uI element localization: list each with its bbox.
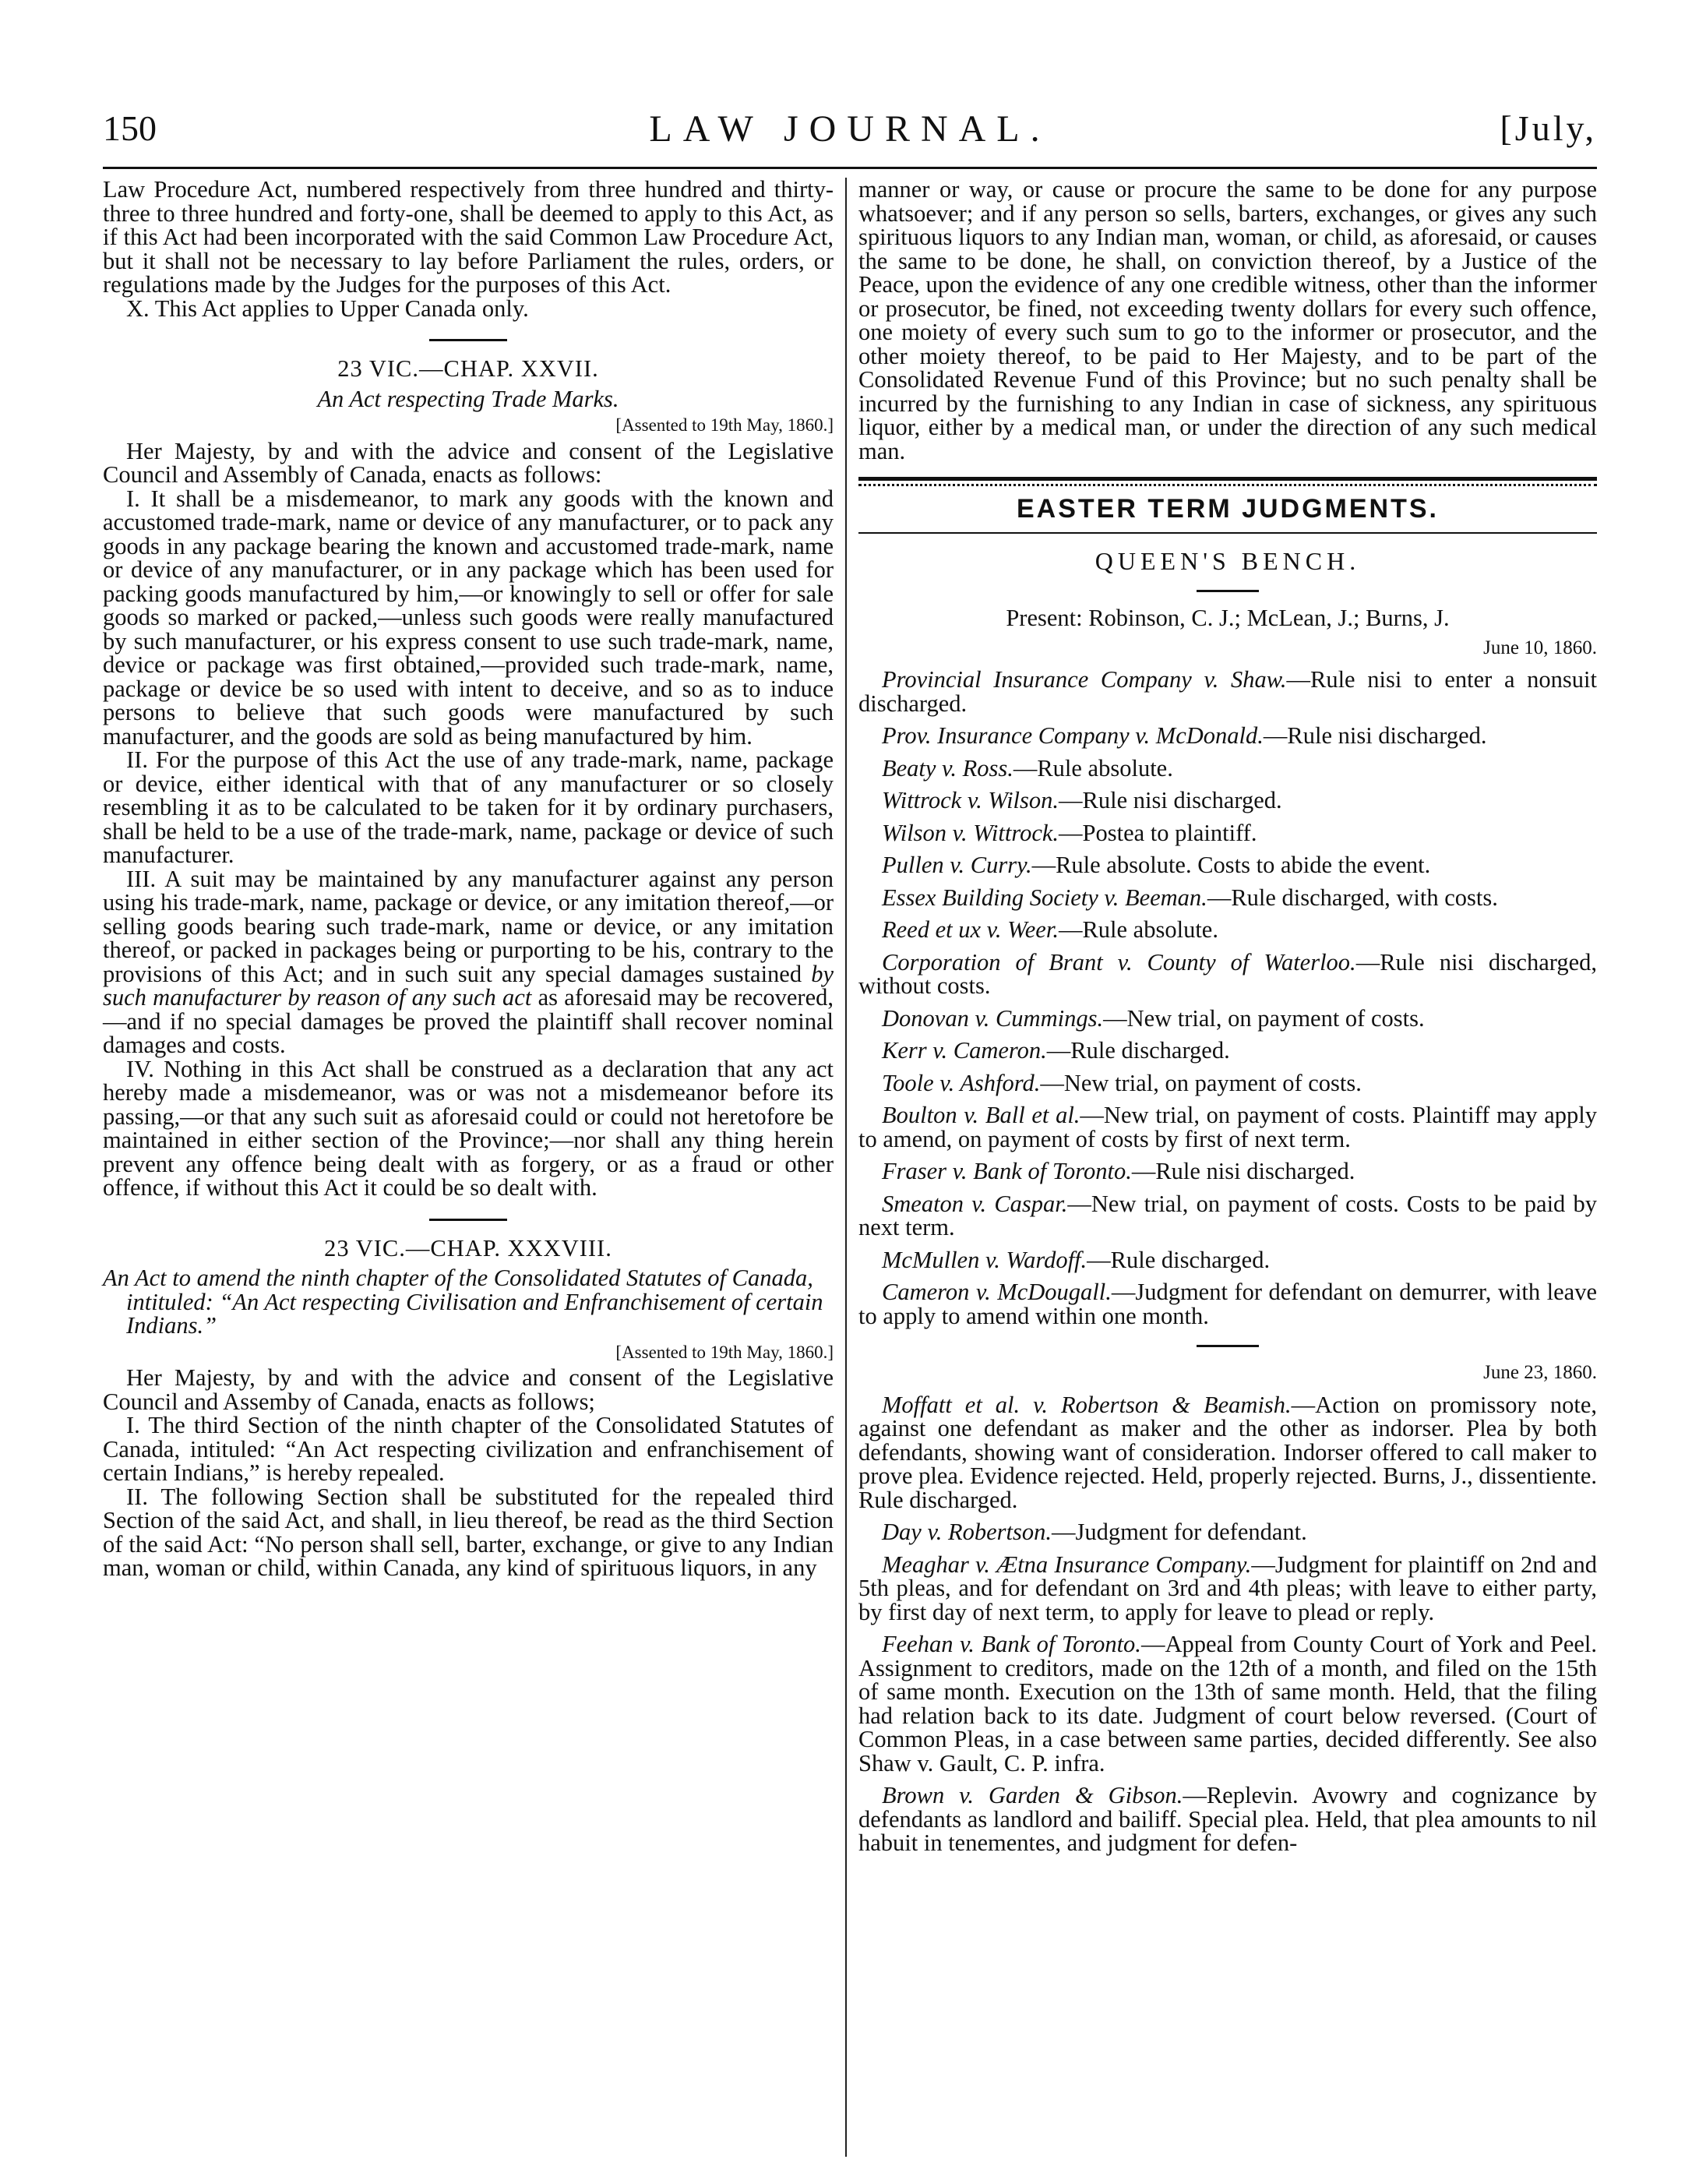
section-2-trade-marks: II. For the purpose of this Act the use of any trade-mark, name, package or device, either identical with that of any manufacturer or so closely resembling it as to be calculated to be taken for it by ordinary purchasers, shall be held to be a use of the trade-mark, name, package or device of such manufacturer. [103,746,834,868]
section-2-indians: II. The following Section shall be substituted for the repealed third Section of the said Act, and shall, in lieu thereof, be read as the third Section of the said Act: “No person shall sell, barter, exchange, or give to any Indian man, woman or child, within Canada, any kind of spirituous liquors, in any [103,1483,834,1581]
section-title: EASTER TERM JUDGMENTS. [1016,494,1440,524]
case-ruling: —Rule nisi discharged. [1131,1158,1355,1184]
judgment-entry [858,1280,1597,1328]
left-column [103,178,834,1580]
judgment-entry [858,1553,1597,1625]
case-ruling: —Rule discharged, with costs. [1207,884,1498,911]
case-ruling: —Judgment for plaintiff on 2nd and 5th pleas, and for defendant on 3rd and 4th pleas; with leave to either party, by first day of next term, to apply for leave to plead or reply. [858,1551,1597,1625]
judgment-entry [858,948,1598,999]
case-ruling: —New trial, on payment of costs. [1103,1004,1425,1032]
case-ruling: —New trial, on payment of costs. Plaintiff may apply to amend, on payment of costs by first of next term. [858,1102,1597,1152]
judgment-entry [858,821,1597,845]
chapter-heading-38: 23 VIC.—CHAP. XXXVIII. [324,1234,612,1261]
separator-rule [429,339,507,341]
page-number: 150 [103,108,157,148]
case-ruling: —Replevin. Avowry and cognizance by defendants as landlord and bailiff. Special plea. Held, that plea amounts to nil habuit in tenementes, and judgment for defen- [858,1782,1597,1856]
judgment-entry [858,1784,1597,1855]
case-ruling: —Rule nisi discharged. [1059,787,1282,813]
case-name: Day v. Robertson. [882,1519,1052,1545]
case-name: Wilson v. Wittrock. [882,819,1059,846]
section-1-indians: I. The third Section of the ninth chapter of the Consolidated Statutes of Canada, intituled: “An Act respecting civilization and enfranchisement of certain Indians,” is hereby repealed. [103,1412,834,1486]
judgment-entry [858,754,1597,782]
case-ruling: —Rule nisi discharged. [1263,722,1487,749]
case-ruling: —New trial, on payment of costs. [1040,1069,1362,1096]
judgment-entry [858,1159,1597,1184]
right-column [858,178,1597,1864]
case-ruling: —Rule absolute. [1058,916,1218,943]
case-ruling: —Action on promissory note, against one defendant as maker and the other as indorser. Plea by both defendants, showing want of consideration. Indorser offered to call maker to prove plea. Evidence rejected. Held, properly rejected. Burns, J., dissentiente. Rule discharged. [858,1391,1597,1513]
case-ruling: —Rule absolute. [1013,754,1173,782]
dotted-rule [858,484,1597,486]
judgment-entry [858,1520,1597,1544]
judgment-entry [858,1004,1597,1032]
case-name: Prov. Insurance Company v. McDonald. [882,722,1264,749]
chapter-title-38: An Act to amend the ninth chapter of the Consolidated Statutes of Canada, intituled: “An Act respecting Civilisation and Enfranchisement of certain Indians.” [103,1265,823,1339]
enacting-clause-38: Her Majesty, by and with the advice and consent of the Legislative Council and Assemby of Canada, enacts as follows; [103,1364,834,1415]
case-name: Pullen v. Curry. [882,852,1032,878]
case-name: Provincial Insurance Company v. Shaw. [882,666,1287,693]
case-ruling: —New trial, on payment of costs. Costs to be paid by next term. [858,1190,1597,1240]
judgment-entry [858,1393,1597,1512]
section-1-trade-marks: I. It shall be a misdemeanor, to mark any goods with the known and accustomed trade-mark, name or device of any manufacturer, or to pack any goods in any package bearing the known and accustomed trade-mark, name or device of any manufacturer, or in any package which has been used for packing goods manufactured by him,—or knowingly to sell or offer for sale goods so marked or packed,—unless such goods were really manufactured by such manufacturer, or his express consent to use such trade-mark, name, device or package was first obtained,—provided such trade-mark, name, package or device be so used with intent to deceive, and so as to induce persons to believe that such goods were manufactured by such manufacturer, and the goods are sold as being manufactured by him. [103,485,834,750]
enacting-clause-27: Her Majesty, by and with the advice and consent of the Legislative Council and Assembly of Canada, enacts as follows: [103,437,834,488]
case-name: Moffatt et al. v. Robertson & Beamish. [882,1391,1292,1418]
page-header [103,108,1597,162]
judgment-entry [858,1192,1597,1240]
case-ruling: —Rule nisi discharged, without costs. [858,948,1598,999]
case-ruling: —Rule discharged. [1087,1246,1271,1273]
assent-note-27: [Assented to 19th May, 1860.] [615,415,834,435]
case-name: Toole v. Ashford. [882,1069,1041,1096]
judgment-entry [858,1103,1597,1151]
judgment-entry [858,1248,1597,1272]
judgment-list-1 [858,668,1597,1328]
judgment-entry [858,789,1597,813]
case-ruling: —Rule absolute. Costs to abide the event. [1031,852,1431,878]
chapter-heading-27: 23 VIC.—CHAP. XXVII. [337,355,599,382]
journal-title: LAW JOURNAL. [649,108,1051,150]
case-name: Donovan v. Cummings. [882,1004,1104,1032]
issue-month: [July, [1500,108,1597,148]
case-ruling: —Appeal from County Court of York and Peel. Assignment to creditors, made on the 12th of a month, and filed on the 15th of same month. Execution on the 13th of same month. Held, that the filing had relation back to its date. Judgment of court below reversed. (Court of Common Pleas, in a case between same parties, decided differently. See also Shaw v. Gault, C. P. infra. [858,1631,1597,1776]
case-name: Wittrock v. Wilson. [882,787,1059,813]
header-rule [103,167,1597,169]
case-ruling: —Postea to plaintiff. [1059,819,1257,846]
case-ruling: —Judgment for defendant. [1051,1519,1307,1545]
separator-rule [429,1219,507,1221]
case-name: Brown v. Garden & Gibson. [882,1782,1183,1808]
judgment-entry [858,1039,1597,1063]
judgment-entry [858,853,1597,877]
judgment-entry [858,668,1597,715]
case-name: Cameron v. McDougall. [882,1279,1112,1305]
judgment-list-2 [858,1393,1597,1855]
separator-rule [1197,590,1259,592]
continuation-paragraph: manner or way, or cause or procure the same to be done for any purpose whatsoever; and if any person so sells, barters, exchanges, or gives any such spirituous liquors to any Indian man, woman, or child, as aforesaid, or causes the same to be done, he shall, on conviction thereof, by a Justice of the Peace, upon the evidence of any one credible witness, other than the informer or prosecutor, be fined, not exceeding twenty dollars for every such offence, one moiety of every such sum to go to the informer or prosecutor, and the other moiety thereof, to be paid to Her Majesty, and to be part of the Consolidated Revenue Fund of this Province; but no such penalty shall be incurred by the furnishing to any Indian in case of sickness, any spirituous liquor, either by a medical man, or under the direction of any such medical man. [858,176,1597,464]
judges-present: Present: Robinson, C. J.; McLean, J.; Burns, J. [1006,605,1450,631]
judgment-entry [858,1071,1597,1096]
case-name: Kerr v. Cameron. [882,1037,1047,1064]
judgment-date-2: June 23, 1860. [1483,1362,1597,1383]
case-name: Smeaton v. Caspar. [882,1190,1068,1217]
judgment-entry [858,918,1597,942]
case-name: Beaty v. Ross. [882,754,1013,782]
separator-rule [1197,1345,1259,1347]
section-x: X. This Act applies to Upper Canada only. [126,295,529,322]
intro-paragraph: Law Procedure Act, numbered respectively from three hundred and thirty-three to three hundred and forty-one, shall be deemed to apply to this Act, as if this Act had been incorporated with the said Common Law Procedure Act, but it shall not be necessary to lay before Parliament the rules, orders, or regulations made by the Judges for the purposes of this Act. [103,176,834,298]
judgment-entry [858,1632,1597,1775]
case-name: Meaghar v. Ætna Insurance Company. [882,1551,1252,1578]
case-ruling: —Rule discharged. [1046,1037,1230,1064]
case-name: Reed et ux v. Weer. [882,916,1059,943]
case-name: Corporation of Brant v. County of Waterloo. [882,948,1356,976]
case-name: Fraser v. Bank of Toronto. [882,1158,1132,1184]
section-rule [858,532,1597,534]
section-4-trade-marks: IV. Nothing in this Act shall be construed as a declaration that any act hereby made a misdemeanor, was or was not a misdemeanor before its passing,—or that any such suit as aforesaid could or could not heretofore be maintained in either section of the Province;—nor shall any thing herein prevent any offence being dealt with as forgery, or as a fraud or other offence, if without this Act it could be so dealt with. [103,1055,834,1201]
case-name: Feehan v. Bank of Toronto. [882,1631,1141,1657]
judgment-entry [858,886,1597,910]
double-rule [858,477,1597,481]
case-name: Boulton v. Ball et al. [882,1102,1080,1128]
judgment-date-1: June 10, 1860. [1483,637,1597,658]
section-3-trade-marks: III. A suit may be maintained by any manufacturer against any person using his trade-mark, name, package or device, or any imitation thereof,—or selling goods bearing such trade-mark, name or device, or any imitation thereof, or packed in packages being or purporting to be his, contrary to the provisions of this Act; and in such suit any special damages sustained by such manufacturer by reason of any such act as aforesaid may be recovered,—and if no special damages be proved the plaintiff shall recover nominal damages and costs. [103,865,834,1058]
chapter-title-27: An Act respecting Trade Marks. [317,385,619,412]
assent-note-38: [Assented to 19th May, 1860.] [615,1342,834,1362]
judgment-entry [858,724,1597,748]
case-name: Essex Building Society v. Beeman. [882,884,1207,911]
court-name: QUEEN'S BENCH. [1094,546,1361,575]
case-ruling: —Rule nisi to enter a nonsuit discharged. [858,666,1597,717]
case-ruling: —Judgment for defendant on demurrer, with leave to apply to amend within one month. [858,1279,1597,1329]
case-name: McMullen v. Wardoff. [882,1246,1087,1273]
column-divider [845,178,847,2157]
